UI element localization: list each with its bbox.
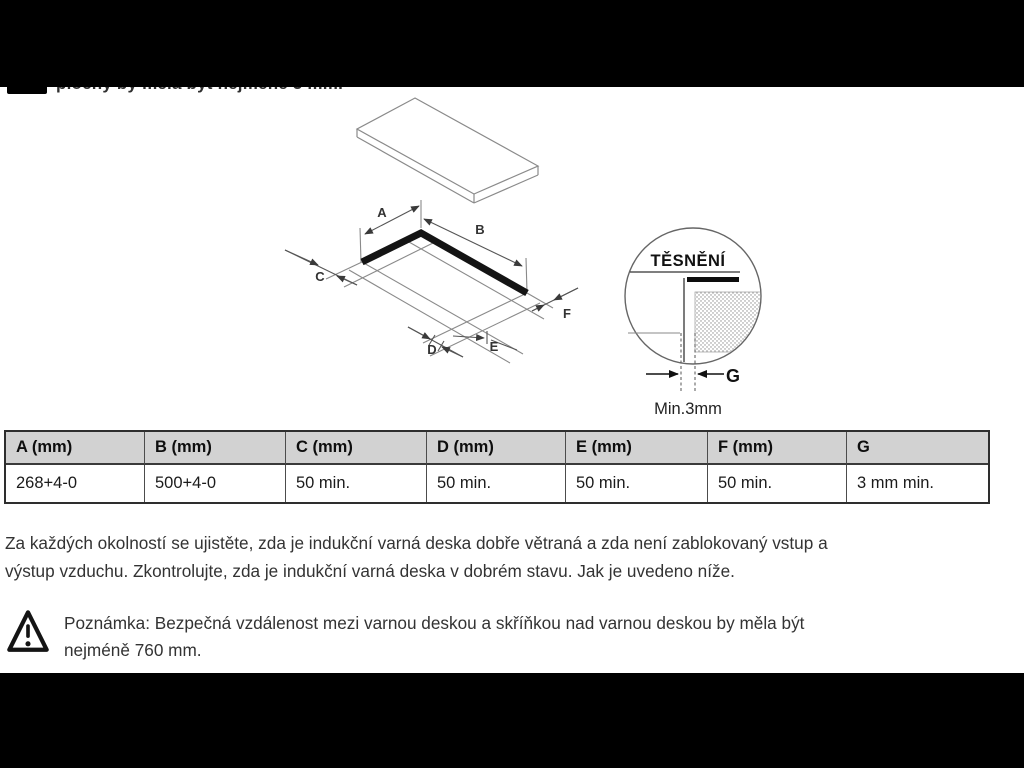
table-header-a: A (mm) — [6, 432, 145, 465]
table-header-e: E (mm) — [566, 432, 708, 465]
document-page — [0, 87, 1024, 673]
label-a: A — [377, 205, 387, 220]
hob-isometric-view — [357, 98, 538, 203]
note-line-1: Poznámka: Bezpečná vzdálenost mezi varnou deskou a skříňkou nad varnou deskou by měla být — [64, 613, 805, 633]
table-header-c: C (mm) — [286, 432, 427, 465]
table-value-f: 50 min. — [708, 465, 847, 502]
table-header-f: F (mm) — [708, 432, 847, 465]
table-value-g: 3 mm min. — [857, 474, 935, 492]
warning-triangle-icon — [7, 608, 49, 655]
table-value-e: 50 min. — [566, 465, 708, 502]
table-value-c: 50 min. — [286, 465, 427, 502]
label-c: C — [315, 269, 325, 284]
letterbox-top — [0, 0, 1024, 87]
label-e: E — [489, 339, 499, 354]
table-header-d: D (mm) — [427, 432, 566, 465]
dimension-lines — [285, 206, 578, 357]
cutout-construction-lines — [326, 200, 553, 363]
table-header-g: G — [847, 432, 988, 465]
table-value-b: 500+4-0 — [145, 465, 286, 502]
cutout-thick-edge — [362, 233, 527, 293]
table-header-b: B (mm) — [145, 432, 286, 465]
letterbox-bottom — [0, 673, 1024, 768]
safety-note — [64, 610, 1004, 664]
note-line-2: nejméně 760 mm. — [64, 640, 202, 660]
min-gap-text: Min.3mm — [654, 400, 722, 418]
seal-strip — [687, 277, 739, 282]
table-value-a: 268+4-0 — [6, 465, 145, 502]
paragraph-line-1: Za každých okolností se ujistěte, zda je indukční varná deska dobře větraná a zda není zablokovaný vstup a — [5, 533, 828, 553]
ventilation-paragraph — [5, 530, 1005, 585]
label-d: D — [427, 342, 437, 357]
paragraph-line-2: výstup vzduchu. Zkontrolujte, zda je indukční varná deska v dobrém stavu. Jak je uvedeno níže. — [5, 560, 735, 581]
label-f: F — [563, 306, 571, 321]
dimensions-table — [4, 430, 990, 504]
seal-title: TĚSNĚNÍ — [650, 252, 726, 270]
seal-detail-diagram — [608, 212, 792, 426]
table-value-d: 50 min. — [427, 465, 566, 502]
label-b: B — [475, 222, 485, 237]
worktop-hatch — [695, 292, 761, 352]
gap-label: G — [726, 366, 741, 386]
